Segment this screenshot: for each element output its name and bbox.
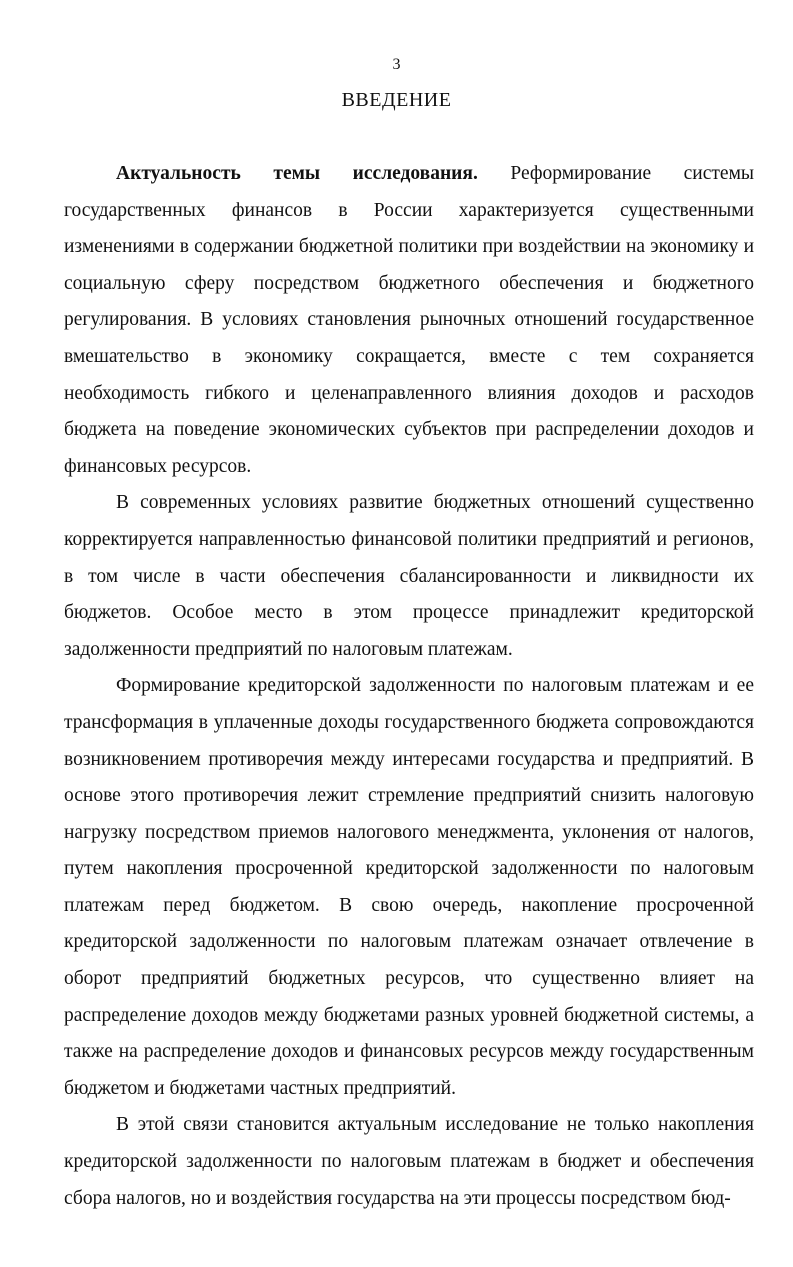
paragraph-text: Реформирование системы государственных финансов в России характеризуется существенными изменениями в содержании бюджетной политики при воздействии на экономику и социальную сферу посредством бюджетного обеспечения и бюджетного регулирования. В условиях становления рыночных отношений государственное вмешательство в экономику сокращается, вместе с тем сохраняется необходимость гибкого и целенаправленного влияния доходов и расходов бюджета на поведение экономических субъектов при распределении доходов и финансовых ресурсов. (64, 163, 755, 477)
paragraph-budget-relations: В современных условиях развитие бюджетных отношений существенно корректируется направленностью финансовой политики предприятий и регионов, в том числе в части обеспечения сбалансированности и ликвидности их бюджетов. Особое место в этом процессе принадлежит кредиторской задолженности предприятий по налоговым платежам. (64, 492, 754, 660)
paragraph-research-context: В этой связи становится актуальным исследование не только накопления кредиторской задолженности по налоговым платежам в бюджет и обеспечения сбора налогов, но и воздействия государства на эти процессы посредством бюд- (64, 1114, 754, 1209)
section-heading: ВВЕДЕНИЕ (341, 89, 452, 111)
body-text (64, 156, 754, 1217)
paragraph-lead: Актуальность темы исследования. (116, 163, 478, 184)
paragraph-relevance (64, 156, 754, 485)
page-number: 3 (392, 56, 401, 73)
paragraph-debt-formation: Формирование кредиторской задолженности по налоговым платежам и ее трансформация в уплаченные доходы государственного бюджета сопровождаются возникновением противоречия между интересами государства и предприятий. В основе этого противоречия лежит стремление предприятий снизить налоговую нагрузку посредством приемов налогового менеджмента, уклонения от налогов, путем накопления просроченной кредиторской задолженности по налоговым платежам перед бюджетом. В свою очередь, накопление просроченной кредиторской задолженности по налоговым платежам означает отвлечение в оборот предприятий бюджетных ресурсов, что существенно влияет на распределение доходов между бюджетами разных уровней бюджетной системы, а также на распределение доходов и финансовых ресурсов между государственным бюджетом и бюджетами частных предприятий. (64, 675, 754, 1099)
